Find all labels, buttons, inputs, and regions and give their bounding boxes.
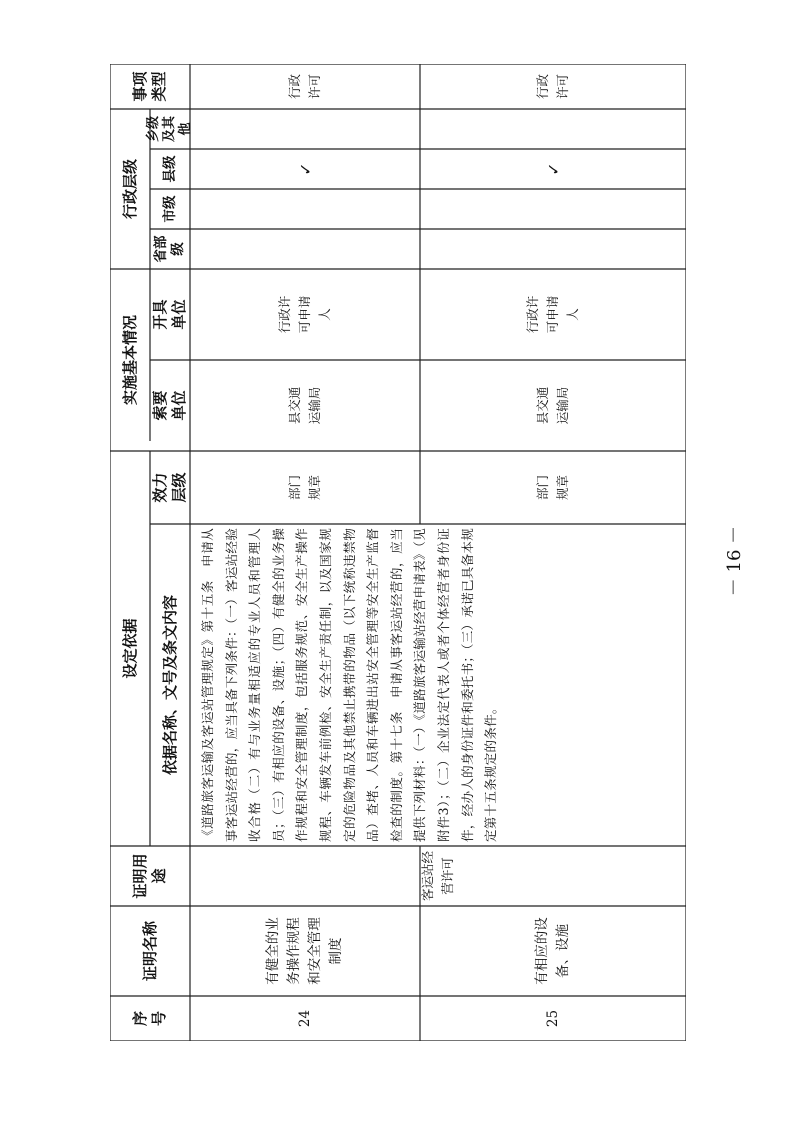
table-row-cert-name: 有相应的设备、设施	[534, 917, 571, 985]
header-cert-use: 证明用途	[131, 853, 168, 899]
header-seq: 序号	[131, 1011, 168, 1027]
check-icon: ✓	[543, 162, 563, 176]
header-cert-name: 证明名称	[140, 921, 159, 982]
check-icon: ✓	[295, 162, 315, 176]
header-city: 市级	[161, 195, 178, 223]
header-request-unit: 索要单位	[151, 390, 188, 421]
table-row-issue-unit: 行政许可申请人	[277, 295, 332, 334]
table-row-seq: 25	[544, 1009, 561, 1028]
shared-basis-text: 《道路旅客运输及客运站管理规定》第十五条 申请从事客运站经营的，应当具备下列条件：（一）客运站经验收合格（二）有与业务量相适应的专业人员和管理人员；（三）有相应的设备、设施；（四）有健全的业务操作规程和安全管理制度，包括服务规范、安全生产操作规程、车辆发车前例检、安全生产责任制，以及国家规定的危险物品及其他禁止携带的物品（以下统称违禁物品）查堵、人员和车辆进出站安全管理等安全生产监督检查的制度。第十七条 申请从事客运站经营的，应当提供下列材料：（一）《道路旅客运输站经营申请表》（见附件3）；（二）企业法定代表人或者个体经营者身份证件，经办人的身份证件和委托书；（三）承诺已具备本规定第十五条规定的条件。	[200, 528, 499, 842]
header-admin-group: 行政层级	[120, 159, 139, 220]
header-province: 省部级	[153, 235, 186, 263]
header-impl-group: 实施基本情况	[120, 315, 139, 406]
header-item-type: 事项类型	[131, 71, 168, 102]
table-row-item-type: 行政许可	[287, 74, 322, 100]
header-town: 乡级及其他	[145, 116, 194, 143]
policy-table	[110, 64, 686, 1041]
page-number: － 16 －	[724, 525, 745, 597]
header-effect-level: 效力层级	[151, 472, 188, 503]
table-row-effect-level: 部门规章	[287, 475, 322, 501]
table-row-request-unit: 县交通运输局	[287, 386, 322, 425]
table-row-issue-unit: 行政许可申请人	[525, 295, 580, 334]
table-row-item-type: 行政许可	[535, 74, 570, 100]
table-row-request-unit: 县交通运输局	[535, 386, 570, 425]
header-county: 县级	[161, 155, 178, 183]
header-issue-unit: 开具单位	[151, 299, 188, 330]
table-row-cert-name: 有健全的业务操作规程和安全管理制度	[265, 917, 344, 985]
shared-cert-use: 客运站经营许可	[420, 850, 455, 901]
header-basis-content: 依据名称、文号及条文内容	[160, 595, 179, 776]
table-row-effect-level: 部门规章	[535, 475, 570, 501]
table-row-seq: 24	[296, 1009, 313, 1028]
header-basis-group: 设定依据	[120, 618, 139, 679]
